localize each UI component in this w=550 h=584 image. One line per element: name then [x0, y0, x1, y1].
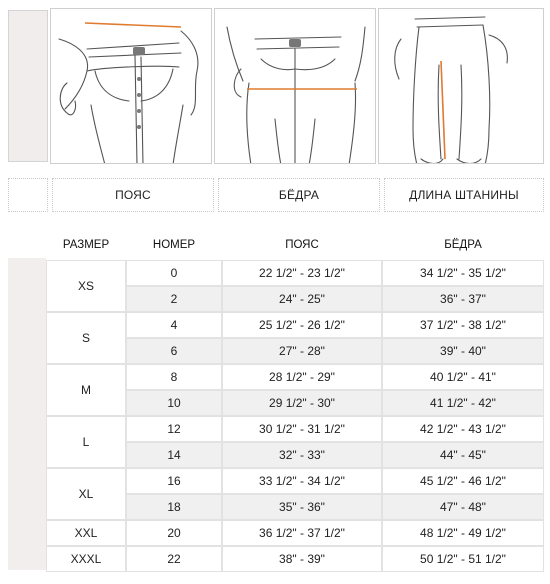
size-table	[8, 232, 544, 576]
waist-cell: 30 1/2" - 31 1/2"	[222, 416, 382, 442]
labels-row-spacer	[8, 178, 48, 212]
hips-cell: 47" - 48"	[382, 494, 544, 520]
size-cell: XXXL	[46, 546, 126, 572]
size-cell: XXL	[46, 520, 126, 546]
hips-cell: 40 1/2" - 41"	[382, 364, 544, 390]
size-cell: M	[46, 364, 126, 416]
waist-measure-line	[85, 23, 181, 27]
waist-cell: 24" - 25"	[222, 286, 382, 312]
hips-cell: 48 1/2" - 49 1/2"	[382, 520, 544, 546]
waist-label: ПОЯС	[52, 178, 214, 212]
hips-cell: 34 1/2" - 35 1/2"	[382, 260, 544, 286]
number-cell: 16	[126, 468, 222, 494]
header-waist: ПОЯС	[285, 239, 319, 251]
size-cell: XL	[46, 468, 126, 520]
number-cell: 18	[126, 494, 222, 520]
waist-cell: 33 1/2" - 34 1/2"	[222, 468, 382, 494]
number-cell: 0	[126, 260, 222, 286]
hips-cell: 45 1/2" - 46 1/2"	[382, 468, 544, 494]
waist-measure-illustration	[50, 8, 212, 164]
hips-cell: 36" - 37"	[382, 286, 544, 312]
number-cell: 4	[126, 312, 222, 338]
hips-label: БЁДРА	[218, 178, 380, 212]
hips-measure-illustration	[214, 8, 376, 164]
waist-cell: 29 1/2" - 30"	[222, 390, 382, 416]
number-cell: 20	[126, 520, 222, 546]
number-cell: 22	[126, 546, 222, 572]
hips-cell: 50 1/2" - 51 1/2"	[382, 546, 544, 572]
measurement-labels-row	[8, 178, 544, 214]
table-side-bar	[8, 258, 46, 570]
size-cell: XS	[46, 260, 126, 312]
number-cell: 12	[126, 416, 222, 442]
waist-cell: 22 1/2" - 23 1/2"	[222, 260, 382, 286]
waist-cell: 25 1/2" - 26 1/2"	[222, 312, 382, 338]
inseam-measure-line	[441, 61, 445, 159]
hips-cell: 44" - 45"	[382, 442, 544, 468]
number-cell: 6	[126, 338, 222, 364]
illustration-side-bar	[8, 10, 48, 162]
waist-cell: 38" - 39"	[222, 546, 382, 572]
hips-cell: 42 1/2" - 43 1/2"	[382, 416, 544, 442]
waist-cell: 36 1/2" - 37 1/2"	[222, 520, 382, 546]
waist-cell: 32" - 33"	[222, 442, 382, 468]
inseam-measure-illustration	[378, 8, 544, 164]
number-cell: 14	[126, 442, 222, 468]
size-cell: L	[46, 416, 126, 468]
waist-cell: 27" - 28"	[222, 338, 382, 364]
header-hips: БЁДРА	[444, 239, 482, 251]
number-cell: 8	[126, 364, 222, 390]
number-cell: 2	[126, 286, 222, 312]
number-cell: 10	[126, 390, 222, 416]
header-number: НОМЕР	[152, 239, 196, 251]
hips-cell: 37 1/2" - 38 1/2"	[382, 312, 544, 338]
header-size: РАЗМЕР	[62, 239, 110, 251]
inseam-label: ДЛИНА ШТАНИНЫ	[384, 178, 544, 212]
waist-cell: 35" - 36"	[222, 494, 382, 520]
hips-cell: 39" - 40"	[382, 338, 544, 364]
waist-cell: 28 1/2" - 29"	[222, 364, 382, 390]
size-cell: S	[46, 312, 126, 364]
measurement-illustrations	[8, 8, 544, 164]
hips-cell: 41 1/2" - 42"	[382, 390, 544, 416]
